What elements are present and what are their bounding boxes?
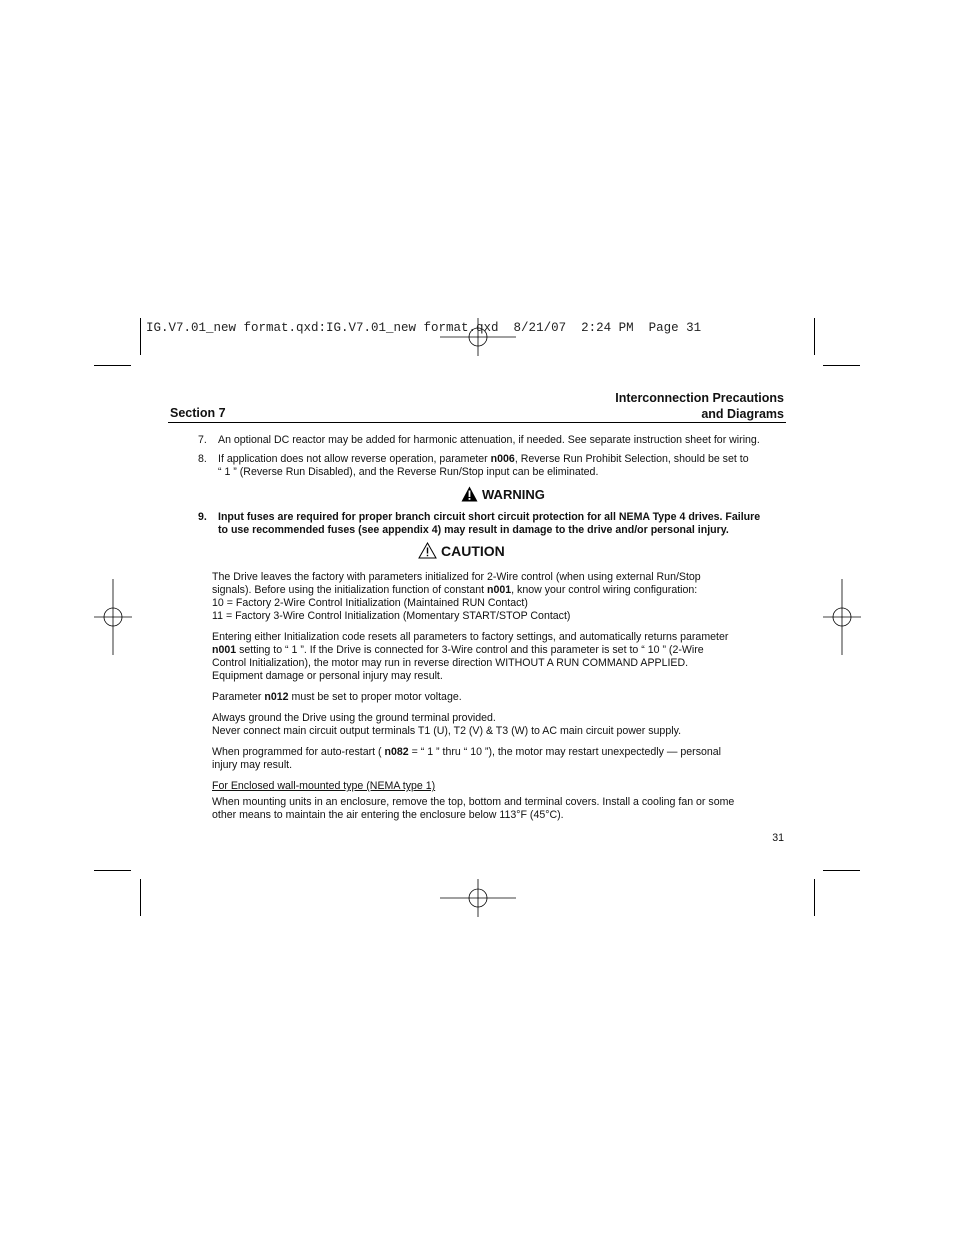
warning-label: WARNING [482, 486, 545, 502]
crop-mark [140, 879, 141, 916]
crop-mark [94, 365, 131, 366]
text-run: , know your control wiring configuration: [511, 584, 698, 596]
page-title-line1: Interconnection Precautions [615, 391, 784, 405]
text-line: Equipment damage or personal injury may result. [212, 670, 443, 682]
page-title [615, 391, 784, 422]
crop-mark [94, 870, 131, 871]
page-number: 31 [772, 832, 784, 844]
text-run: Parameter [212, 691, 265, 703]
text-run: must be set to proper motor voltage. [288, 691, 462, 703]
caution-paragraph-1 [212, 571, 701, 623]
slug-line: IG.V7.01_new format.qxd:IG.V7.01_new format.qxd 8/21/07 2:24 PM Page 31 [146, 321, 702, 335]
text-line: When mounting units in an enclosure, remove the top, bottom and terminal covers. Install a cooling fan or some [212, 796, 735, 808]
crop-mark [823, 365, 860, 366]
caution-paragraph-6 [212, 780, 734, 822]
list-number: 9. [198, 511, 207, 523]
crop-mark [823, 870, 860, 871]
parameter-code: n082 [384, 746, 409, 758]
warning-text [218, 511, 760, 537]
text-line: 10 = Factory 2-Wire Control Initialization (Maintained RUN Contact) [212, 597, 528, 609]
text-run: If application does not allow reverse operation, parameter [218, 453, 491, 465]
caution-heading [418, 542, 505, 559]
crop-mark [814, 879, 815, 916]
text-line: Always ground the Drive using the ground terminal provided. [212, 712, 496, 724]
caution-paragraph-2 [212, 631, 728, 683]
warning-icon [461, 486, 478, 502]
subheading: For Enclosed wall-mounted type (NEMA type 1) [212, 780, 436, 792]
caution-icon [418, 542, 437, 559]
text-run: , Reverse Run Prohibit Selection, should be set to [514, 453, 749, 465]
parameter-code: n012 [264, 691, 289, 703]
text-run: setting to “ 1 ”. If the Drive is connected for 3-Wire control and this parameter is set to “ 10 ” (2-Wire [236, 644, 704, 656]
text-line: Control Initialization), the motor may run in reverse direction WITHOUT A RUN COMMAND APPLIED. [212, 657, 689, 669]
caution-label: CAUTION [441, 542, 505, 559]
header-rule [168, 422, 786, 423]
text-run: signals). Before using the initialization function of constant [212, 584, 488, 596]
text-line: other means to maintain the air entering the enclosure below 113°F (45°C). [212, 809, 564, 821]
text-line: Entering either Initialization code resets all parameters to factory settings, and automatically returns parameter [212, 631, 729, 643]
text-line: Input fuses are required for proper branch circuit short circuit protection for all NEMA Type 4 drives. Failure [218, 511, 761, 523]
text-line: 11 = Factory 3-Wire Control Initialization (Momentary START/STOP Contact) [212, 610, 571, 622]
list-text: An optional DC reactor may be added for harmonic attenuation, if needed. See separate instruction sheet for wiring. [218, 434, 760, 446]
parameter-code: n001 [487, 584, 512, 596]
section-label: Section 7 [170, 406, 226, 420]
list-number: 8. [198, 453, 207, 465]
list-number: 7. [198, 434, 207, 446]
crop-mark [140, 318, 141, 355]
crop-mark [814, 318, 815, 355]
text-run: = “ 1 ” thru “ 10 ”), the motor may restart unexpectedly — personal [408, 746, 722, 758]
text-line: The Drive leaves the factory with parameters initialized for 2-Wire control (when using external Run/Stop [212, 571, 701, 583]
list-item-8 [198, 453, 798, 481]
text-run: When programmed for auto-restart ( [212, 746, 385, 758]
text-line: “ 1 ” (Reverse Run Disabled), and the Reverse Run/Stop input can be eliminated. [218, 466, 599, 478]
page-title-line2: and Diagrams [701, 406, 784, 421]
list-text [218, 453, 749, 479]
caution-paragraph-3 [212, 691, 462, 704]
parameter-code: n006 [490, 453, 515, 465]
caution-paragraph-4 [212, 712, 681, 738]
list-item-9 [198, 511, 798, 539]
parameter-code: n001 [212, 644, 237, 656]
caution-paragraph-5 [212, 746, 721, 772]
registration-mark-bottom [440, 879, 516, 917]
registration-mark-right [823, 579, 861, 655]
warning-heading [461, 486, 545, 502]
text-line: Never connect main circuit output terminals T1 (U), T2 (V) & T3 (W) to AC main circuit power supply. [212, 725, 682, 737]
text-line: injury may result. [212, 759, 293, 771]
registration-mark-left [94, 579, 132, 655]
text-line: to use recommended fuses (see appendix 4) may result in damage to the drive and/or personal injury. [218, 524, 729, 536]
